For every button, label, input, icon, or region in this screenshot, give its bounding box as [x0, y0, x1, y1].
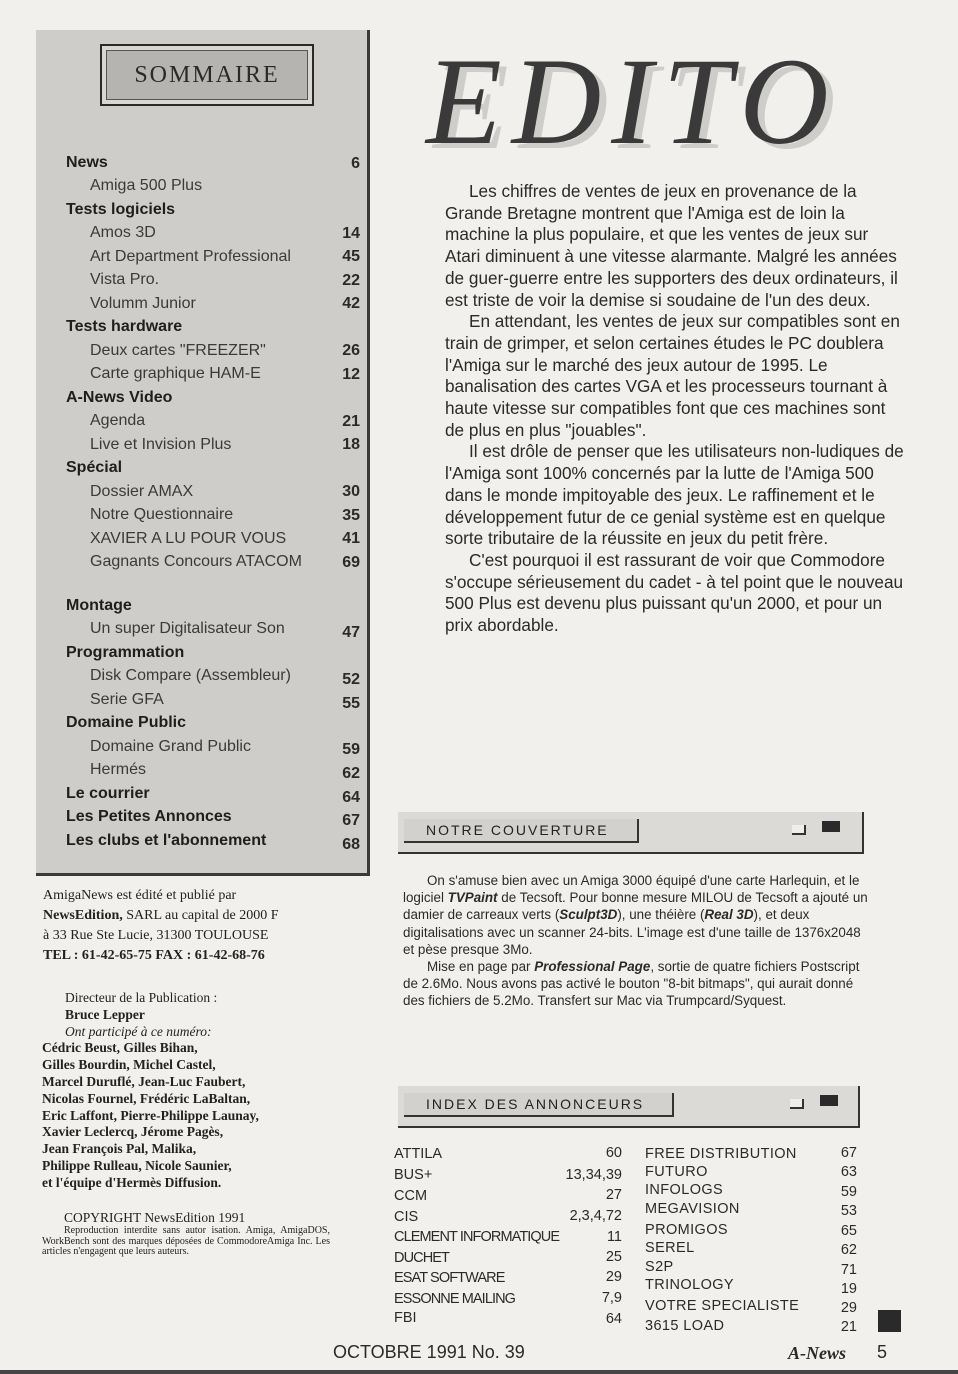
advertiser-pages: 7,9 [601, 1290, 622, 1306]
toc-entry-label: XAVIER A LU POUR VOUS [90, 530, 287, 547]
toc-entry [36, 594, 370, 617]
edito-paragraph: En attendant, les ventes de jeux sur compatibles sont en train de grimper, et selon certaines études le PC doublera l'Amiga sur le marché des jeux autour de 1995. Le banalisation des cartes VGA et les processeurs tournant à haute vitesse sur compatibles font que ces machines sont de plus en plus "jouables". [445, 311, 900, 440]
director-label: Directeur de la Publication : [65, 990, 218, 1005]
toc-entry-page: 35 [342, 507, 360, 524]
text-run: ), une théière ( [617, 907, 705, 923]
toc-entry-label: Hermés [90, 761, 147, 778]
toc-entry-page: 6 [351, 155, 360, 172]
toc-entry-label: Le courrier [66, 785, 150, 802]
contributor-line: Marcel Duruflé, Jean-Luc Faubert, [42, 1073, 246, 1089]
edito-body [445, 181, 905, 637]
advertiser-pages: 62 [840, 1242, 857, 1258]
publisher-line [43, 906, 279, 926]
advertiser-pages: 29 [605, 1269, 622, 1285]
toc-entry [36, 735, 370, 758]
copyright-title: COPYRIGHT NewsEdition 1991 [64, 1210, 246, 1225]
toc-entry-label: Un super Digitalisateur Son [90, 620, 285, 637]
toc-entry [36, 339, 370, 362]
toc-entry [36, 758, 370, 781]
contributor-line: Xavier Leclercq, Jérome Pagès, [42, 1124, 224, 1140]
toc-entry-label: Notre Questionnaire [90, 506, 234, 523]
index-header-label: INDEX DES ANNONCEURS [404, 1093, 674, 1117]
toc-entry-label: Gagnants Concours ATACOM [90, 553, 302, 570]
text-run: Mise en page par [427, 959, 535, 975]
toc-entry-label: Amos 3D [90, 224, 156, 241]
toc-entry-label: Agenda [90, 412, 146, 429]
advertiser-pages: 13,34,39 [565, 1167, 622, 1183]
toc-entry [36, 805, 370, 828]
advertiser-name: FBI [394, 1310, 417, 1326]
contributor-line: Nicolas Fournel, Frédéric LaBaltan, [42, 1090, 251, 1106]
software-name: Professional Page [534, 959, 651, 975]
toc-entry-page: 68 [342, 836, 360, 853]
advertiser-name: INFOLOGS [645, 1182, 724, 1198]
toc-entry-page: 55 [342, 695, 360, 712]
software-name: Sculpt3D [559, 907, 618, 923]
advertiser-pages: 65 [840, 1223, 857, 1239]
toc-entry-page: 45 [342, 248, 360, 265]
advertiser-name: FREE DISTRIBUTION [645, 1146, 797, 1162]
advertiser-pages: 63 [840, 1164, 857, 1180]
toc-entry-page: 14 [342, 225, 360, 242]
edito-paragraph: Il est drôle de penser que les utilisateurs non-ludiques de l'Amiga sont 100% concernés par la lutte de l'Amiga 500 dans le monde impitoyable des jeux. Le raffinement et le développement futur de ce genial système est en quelque sorte tributaire de la réussite en jeux du petit frère. [445, 441, 904, 549]
toc-entry [36, 362, 370, 385]
index-header [398, 1086, 860, 1128]
advertiser-name: BUS+ [394, 1167, 433, 1183]
page-number: 5 [877, 1342, 888, 1362]
advertiser-name: ESAT SOFTWARE [394, 1270, 505, 1286]
advertiser-name: TRINOLOGY [645, 1277, 734, 1293]
toc-entry [36, 221, 370, 244]
copyright-notice: Reproduction interdite sans autor isation. Amiga, AmigaDOS, WorkBench sont des marques déposées de CommodoreAmiga Inc. Les articles n'engagent que leurs auteurs. [42, 1225, 330, 1257]
toc-entry [36, 386, 370, 409]
couverture-paragraph [403, 958, 873, 1010]
window-box-icon [790, 1099, 804, 1109]
toc-entry [36, 688, 370, 711]
edito-paragraph: C'est pourquoi il est rassurant de voir que Commodore s'occupe sérieusement du cadet - à tel point que le nouveau 500 Plus est devenu plus puissant qu'un 2000, et pour un prix abordable. [445, 549, 904, 636]
toc-entry [36, 245, 370, 268]
advertiser-pages: 21 [840, 1319, 857, 1335]
publisher-info [43, 886, 279, 966]
publisher-capital: SARL au capital de 2000 F [122, 908, 279, 923]
advertiser-name: CIS [394, 1209, 419, 1225]
issue-date: OCTOBRE 1991 No. 39 [333, 1342, 525, 1362]
magazine-name: A-News [788, 1343, 846, 1363]
toc-entry-page: 12 [342, 366, 360, 383]
toc-entry-label: Programmation [66, 644, 185, 661]
toc-entry-page: 69 [342, 554, 360, 571]
advertiser-pages: 11 [606, 1229, 622, 1245]
advertiser-name: MEGAVISION [645, 1201, 740, 1217]
toc-entry-label: Montage [66, 597, 132, 614]
toc-entry-page: 22 [342, 272, 360, 289]
toc-entry [36, 711, 370, 734]
couverture-paragraph [403, 872, 873, 958]
advertiser-pages: 60 [605, 1145, 622, 1161]
contributor-line: et l'équipe d'Hermès Diffusion. [42, 1174, 222, 1190]
advertiser-pages: 27 [605, 1187, 622, 1203]
toc-entry-label: Tests logiciels [66, 201, 176, 218]
toc-entry [36, 641, 370, 664]
advertiser-name: SEREL [645, 1240, 695, 1256]
toc-entry-page: 41 [342, 530, 360, 547]
toc-entry-page: 42 [342, 295, 360, 312]
credits [42, 990, 259, 1192]
copyright [42, 1210, 330, 1258]
advertiser-name: VOTRE SPECIALISTE [645, 1298, 800, 1314]
toc-entry-label: Art Department Professional [90, 248, 291, 265]
toc-entry-label: Disk Compare (Assembleur) [90, 667, 291, 684]
toc-entry [36, 433, 370, 456]
toc-entry [36, 550, 370, 573]
toc-entry-label: Amiga 500 Plus [90, 177, 203, 194]
bottom-rule [0, 1370, 958, 1374]
couverture-header [398, 812, 864, 854]
toc-entry [36, 456, 370, 479]
toc-entry-label: Vista Pro. [90, 271, 160, 288]
software-name: TVPaint [447, 890, 498, 906]
advertiser-pages: 64 [605, 1311, 622, 1327]
publisher-phone: TEL : 61-42-65-75 FAX : 61-42-68-76 [43, 948, 265, 963]
text-run: ), et deux digitalisations avec un scanner 24-bits. L'image est d'une taille de 1376x2048 et pèse presque 3Mo. [403, 907, 861, 957]
filled-box-icon [822, 821, 840, 832]
advertiser-name: ATTILA [394, 1146, 443, 1162]
toc-entry-label: Dossier AMAX [90, 483, 194, 500]
software-name: Real 3D [704, 907, 754, 923]
contributor-line: Gilles Bourdin, Michel Castel, [42, 1057, 216, 1073]
toc-entry-label: Spécial [66, 459, 123, 476]
toc-entry [36, 829, 370, 852]
advertiser-name: ESSONNE MAILING [394, 1291, 516, 1307]
toc-entry-label: Domaine Grand Public [90, 738, 251, 755]
toc-entry-page: 67 [342, 812, 360, 829]
toc-entry [36, 617, 370, 640]
advertiser-pages: 71 [840, 1262, 857, 1278]
toc-entry [36, 292, 370, 315]
toc-entry [36, 527, 370, 550]
toc-entry-label: News [66, 154, 108, 171]
sommaire-title: SOMMAIRE [106, 50, 308, 100]
advertiser-name: CLEMENT INFORMATIQUE [394, 1229, 560, 1245]
couverture-text [403, 872, 873, 1010]
sommaire-title-box [100, 44, 314, 106]
toc-entry-page: 21 [342, 413, 360, 430]
toc-entry [36, 198, 370, 221]
advertiser-name: PROMIGOS [645, 1222, 728, 1238]
toc-entry-label: Volumm Junior [90, 295, 196, 312]
toc-entry [36, 174, 370, 197]
toc-entry-label: Tests hardware [66, 318, 183, 335]
toc-entry-page: 30 [342, 483, 360, 500]
toc-entry-label: Live et Invision Plus [90, 436, 232, 453]
contributor-line: Cédric Beust, Gilles Bihan, [42, 1040, 198, 1056]
contributors-label: Ont participé à ce numéro: [65, 1023, 212, 1039]
advertiser-name: S2P [645, 1259, 674, 1275]
contributor-line: Eric Laffont, Pierre-Philippe Launay, [42, 1107, 259, 1123]
advertiser-name: CCM [394, 1188, 428, 1204]
publisher-address: à 33 Rue Ste Lucie, 31300 TOULOUSE [43, 928, 269, 943]
publisher-line: AmigaNews est édité et publié par [43, 888, 237, 903]
advertiser-pages: 53 [840, 1203, 857, 1219]
toc-entry-label: Domaine Public [66, 714, 187, 731]
corner-marker [878, 1310, 901, 1332]
toc-entry [36, 782, 370, 805]
toc-entry-label: A-News Video [66, 389, 173, 406]
toc-entry-page: 64 [342, 789, 360, 806]
toc-entry-label: Serie GFA [90, 691, 164, 708]
text-run: , sortie de quatre fichiers Postscript de 2.6Mo. Nous avons pas activé le bouton "8-bit bitmaps", qui aurait donné des fichiers de 5.2Mo. Transfert sur Mac via Trumpcard/Syquest. [403, 959, 860, 1009]
toc-entry-page: 26 [342, 342, 360, 359]
advertiser-pages: 19 [840, 1281, 857, 1297]
contributor-line: Philippe Rulleau, Nicole Saunier, [42, 1157, 232, 1173]
toc-entry-page: 59 [342, 741, 360, 758]
toc-entry-label: Les Petites Annonces [66, 808, 232, 825]
window-box-icon [792, 825, 806, 835]
edito-paragraph: Les chiffres de ventes de jeux en provenance de la Grande Bretagne montrent que l'Amiga est de loin la machine la plus populaire, et que les ventes de jeux sur Atari diminuent à une vitesse alarmante. Malgré les années de guer-guerre entre les supporters des deux ordinateurs, il est triste de voir la demise si soudaine de l'un des deux. [445, 181, 898, 310]
advertiser-pages: 25 [605, 1249, 622, 1265]
advertiser-name: 3615 LOAD [645, 1318, 725, 1334]
toc-entry-page: 62 [342, 765, 360, 782]
director-name: Bruce Lepper [65, 1006, 145, 1022]
toc-entry [36, 268, 370, 291]
filled-box-icon [820, 1095, 838, 1106]
advertiser-pages: 29 [840, 1300, 857, 1316]
toc-entry-label: Les clubs et l'abonnement [66, 832, 267, 849]
toc-entry-label: Deux cartes "FREEZER" [90, 342, 266, 359]
edito-title: EDITO [426, 33, 839, 170]
text-run: On s'amuse bien avec un Amiga 3000 équipé d'une carte Harlequin, et le logiciel [403, 873, 860, 906]
text-run: de Tecsoft. Pour bonne mesure MILOU de Tecsoft a ajouté un damier de carreaux verts ( [403, 890, 868, 923]
toc-entry-label: Carte graphique HAM-E [90, 365, 261, 382]
contributors-list [42, 1040, 259, 1191]
advertiser-name: FUTURO [645, 1164, 708, 1180]
toc-entry [36, 664, 370, 687]
couverture-header-label: NOTRE COUVERTURE [404, 819, 639, 843]
toc-entry [36, 480, 370, 503]
advertiser-name: DUCHET [394, 1250, 450, 1266]
advertiser-pages: 67 [840, 1145, 857, 1161]
toc-entry-page: 18 [342, 436, 360, 453]
advertiser-pages: 2,3,4,72 [569, 1208, 622, 1224]
toc-entry [36, 409, 370, 432]
contributor-line: Jean François Pal, Malika, [42, 1141, 197, 1157]
toc-entry [36, 151, 370, 174]
publisher-company: NewsEdition, [43, 908, 123, 923]
toc-entry-page: 52 [342, 671, 360, 688]
toc-entry-page: 47 [342, 624, 360, 641]
toc-entry [36, 503, 370, 526]
advertiser-pages: 59 [840, 1184, 857, 1200]
toc-entry [36, 315, 370, 338]
